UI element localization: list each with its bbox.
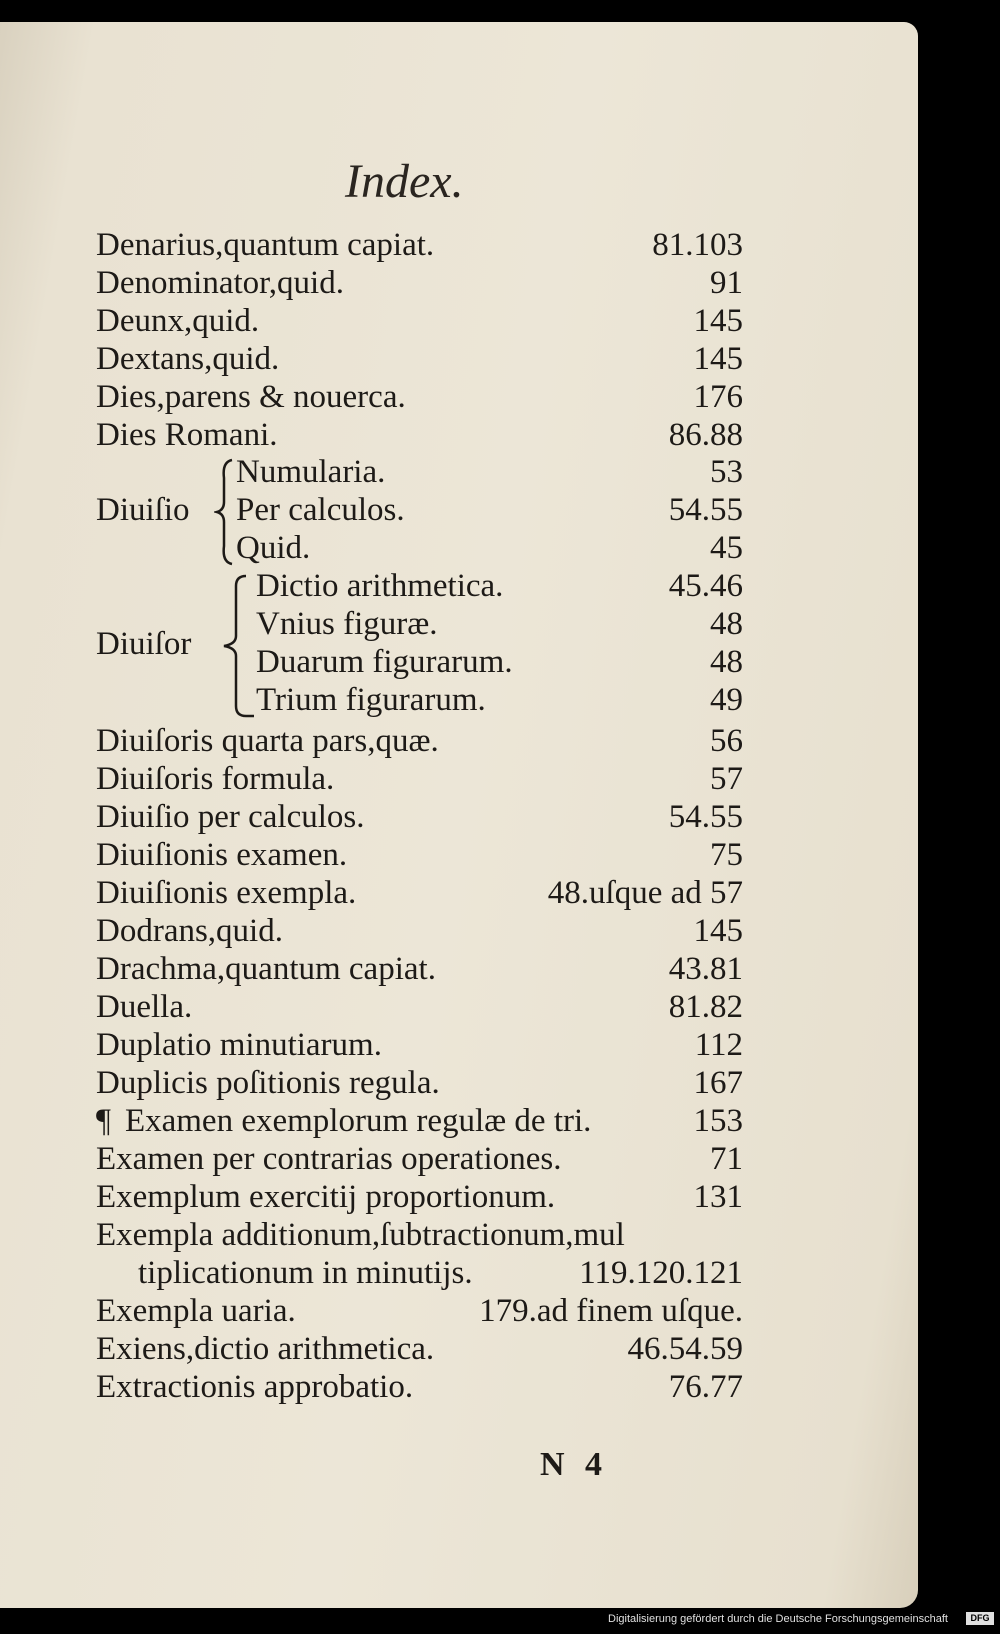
entry-term: Dies Romani.: [96, 417, 278, 453]
group-item-pages: 49: [710, 682, 743, 718]
diuisio-group: [96, 454, 743, 570]
group-item-term: Numularia.: [236, 454, 386, 490]
entry-pages: 131: [693, 1179, 743, 1215]
book-page: [0, 22, 918, 1608]
entry-term: Duplicis poſitionis regula.: [96, 1065, 440, 1101]
entry-pages: 179.ad finem uſque.: [479, 1293, 743, 1329]
entry-pages: 75: [710, 837, 743, 873]
group-item-pages: 48: [710, 606, 743, 642]
group-label: Diuiſio: [96, 492, 190, 528]
group-item-pages: 53: [710, 454, 743, 490]
entry-term: Exempla additionum,ſubtractionum,mul: [96, 1217, 625, 1253]
entry-pages: 112: [694, 1027, 743, 1063]
group-item-term: Trium figurarum.: [256, 682, 486, 718]
entry-pages: 119.120.121: [579, 1255, 743, 1291]
group-item-term: Per calculos.: [236, 492, 405, 528]
entry-term: Examen per contrarias operationes.: [96, 1141, 562, 1177]
entry-term: Dodrans,quid.: [96, 913, 283, 949]
group-item-term: Dictio arithmetica.: [256, 568, 504, 604]
signature-mark: N 4: [540, 1446, 609, 1483]
entry-term: Exempla uaria.: [96, 1293, 296, 1329]
entry-pages: 86.88: [668, 417, 743, 453]
entry-term: [96, 1102, 591, 1140]
entry-pages: 54.55: [668, 799, 743, 835]
entry-pages: 145: [693, 303, 743, 339]
entry-pages: 43.81: [668, 951, 743, 987]
brace-icon: [216, 572, 256, 720]
entry-term: Denominator,quid.: [96, 265, 344, 301]
entry-pages: 167: [693, 1065, 743, 1101]
diuisor-group: [96, 568, 743, 722]
group-item-term: Duarum figurarum.: [256, 644, 513, 680]
entry-term: Denarius,quantum capiat.: [96, 227, 435, 263]
entry-pages: 56: [710, 723, 743, 759]
entry-pages: 176: [693, 379, 743, 415]
entry-term: Deunx,quid.: [96, 303, 260, 339]
entry-term: Dextans,quid.: [96, 341, 280, 377]
pilcrow-mark: ¶: [96, 1103, 111, 1139]
entry-pages: 153: [693, 1103, 743, 1139]
dfg-logo: DFG: [966, 1612, 994, 1625]
entry-term: Diuiſoris formula.: [96, 761, 335, 797]
brace-icon: [214, 458, 236, 566]
entry-term: Diuiſio per calculos.: [96, 799, 365, 835]
entry-term-text: Examen exemplorum regulæ de tri.: [124, 1103, 592, 1139]
entry-term: Drachma,quantum capiat.: [96, 951, 436, 987]
group-item-pages: 54.55: [668, 492, 743, 528]
entry-term: Dies,parens & nouerca.: [96, 379, 406, 415]
entry-pages: 57: [710, 761, 743, 797]
entry-term: Diuiſionis examen.: [96, 837, 348, 873]
entry-term: Exemplum exercitij proportionum.: [96, 1179, 556, 1215]
entry-pages: 46.54.59: [627, 1331, 743, 1367]
group-item-term: Vnius figuræ.: [256, 606, 438, 642]
entry-term: Diuiſoris quarta pars,quæ.: [96, 723, 439, 759]
entry-term: Diuiſionis exempla.: [96, 875, 357, 911]
entry-term: Duplatio minutiarum.: [96, 1027, 382, 1063]
entry-term: tiplicationum in minutijs.: [138, 1255, 473, 1291]
group-item-pages: 45: [710, 530, 743, 566]
group-item-pages: 45.46: [668, 568, 743, 604]
entry-term: Exiens,dictio arithmetica.: [96, 1331, 435, 1367]
entry-pages: 81.103: [652, 227, 743, 263]
entry-pages: 81.82: [668, 989, 743, 1025]
entry-term: Duella.: [96, 989, 193, 1025]
entry-pages: 145: [693, 341, 743, 377]
group-item-term: Quid.: [236, 530, 311, 566]
page-title: Index.: [345, 155, 464, 208]
entry-pages: 145: [693, 913, 743, 949]
entry-pages: 48.uſque ad 57: [547, 875, 743, 911]
group-item-pages: 48: [710, 644, 743, 680]
entry-pages: 71: [710, 1141, 743, 1177]
entry-pages: 76.77: [668, 1369, 743, 1405]
entry-pages: 91: [710, 265, 743, 301]
footer-credit: Digitalisierung gefördert durch die Deutsche Forschungsgemeinschaft: [608, 1613, 948, 1625]
group-label: Diuiſor: [96, 626, 192, 662]
entry-term: Extractionis approbatio.: [96, 1369, 414, 1405]
